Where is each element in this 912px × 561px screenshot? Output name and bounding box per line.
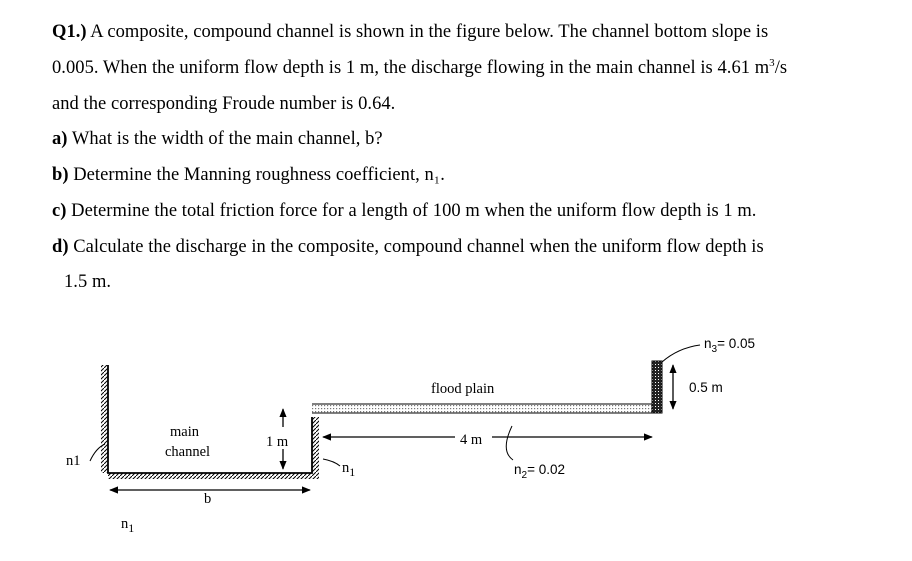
n2-value: = 0.02 [527,462,565,477]
part-d-label: d) [52,237,69,257]
n1-left-label: n1 [66,453,81,469]
main-channel-label-1: main [170,424,199,440]
n3-label [704,336,755,355]
right-wall [652,361,662,413]
part-d-continuation: 1.5 m. [64,272,112,292]
question-intro-1: A composite, compound channel is shown in the figure below. The channel bottom slope is [90,22,769,42]
question-intro-3: and the corresponding Froude number is 0.64. [52,94,396,114]
question-intro-2-superscript: 3 [769,57,775,69]
n2-n: n [514,462,522,477]
n1-step-n: n [342,460,350,476]
part-b-text: Determine the Manning roughness coefficient, n₁. [73,165,445,185]
n3-n: n [704,336,712,351]
question-intro-2b: /s [774,58,788,78]
n1-bottom-n: n [121,516,129,532]
flood-width-label: 4 m [460,432,483,448]
n3-sub: 3 [711,344,718,355]
n1-step-sub: 1 [349,465,356,479]
depth-label: 1 m [266,434,289,450]
wall-height-label: 0.5 m [689,380,723,395]
n2-label [514,462,565,481]
part-b-label: b) [52,165,69,185]
part-c-label: c) [52,201,67,221]
part-d-text: Calculate the discharge in the composite, compound channel when the uniform flow depth is [73,237,764,257]
left-wall-hatching [101,365,108,473]
n1-step-label [342,460,355,479]
n3-value: = 0.05 [717,336,755,351]
n1-bottom-sub: 1 [128,521,135,535]
n2-leader [506,426,513,460]
n3-leader [662,345,700,362]
n2-sub: 2 [521,470,528,481]
part-a-label: a) [52,129,68,149]
part-a-text: What is the width of the main channel, b? [71,129,383,149]
width-b-label: b [204,491,212,507]
step-wall-hatching [312,417,319,479]
part-c-text: Determine the total friction force for a length of 100 m when the uniform flow depth is 1 m. [71,201,757,221]
n1-bottom-label [121,516,134,535]
n1-step-leader [323,459,340,466]
flood-plain-label: flood plain [431,381,495,397]
question-intro-2a: 0.005. When the uniform flow depth is 1 m, the discharge flowing in the main channel is 4.61 m [52,58,770,78]
flood-plain-strip [312,404,652,413]
question-number: Q1.) [52,22,87,42]
main-channel-label-2: channel [165,444,211,460]
